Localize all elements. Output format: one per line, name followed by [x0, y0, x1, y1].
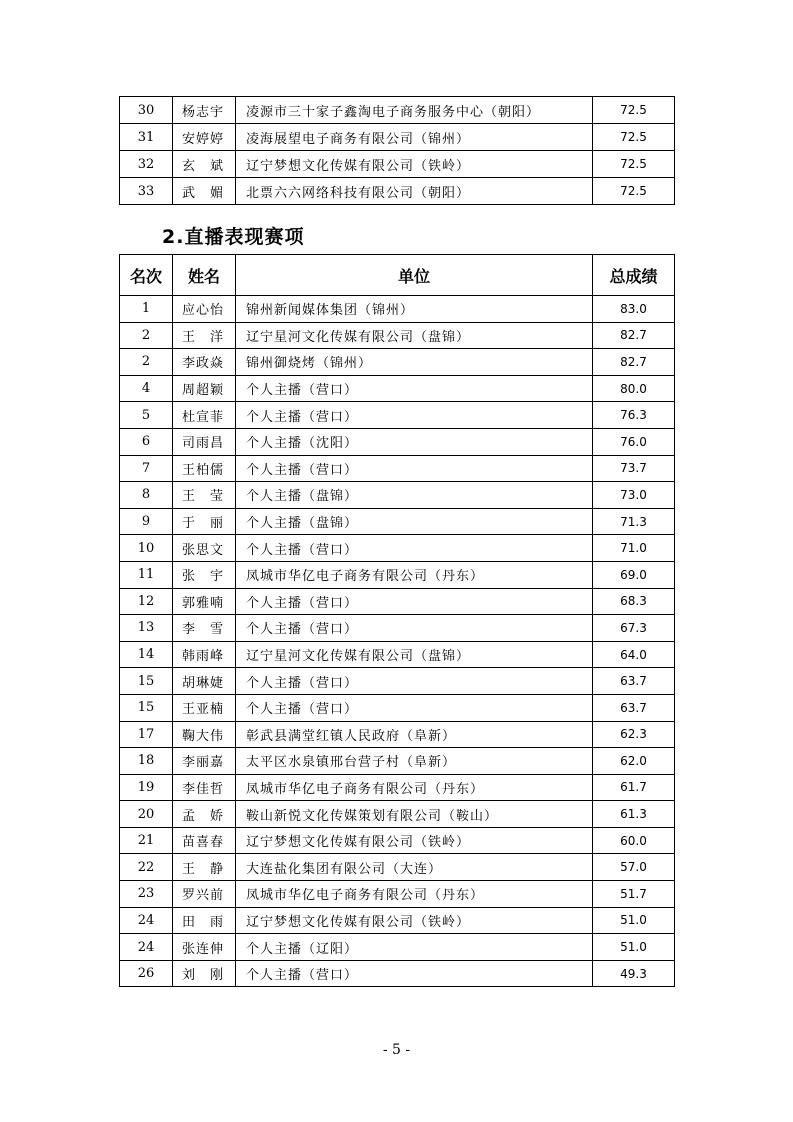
- rank-cell: 2: [120, 322, 173, 349]
- rank-cell: 26: [120, 960, 173, 987]
- unit-cell: 个人主播（盘锦）: [236, 482, 593, 509]
- score-cell: 73.7: [593, 455, 675, 482]
- name-cell: 杨志宇: [173, 97, 236, 124]
- rank-cell: 22: [120, 854, 173, 881]
- unit-cell: 凤城市华亿电子商务有限公司（丹东）: [236, 881, 593, 908]
- score-cell: 61.3: [593, 801, 675, 828]
- rank-cell: 5: [120, 402, 173, 429]
- unit-cell: 个人主播（营口）: [236, 455, 593, 482]
- name-cell: 李丽嘉: [173, 748, 236, 775]
- unit-cell: 凌海展望电子商务有限公司（锦州）: [236, 124, 593, 151]
- table-row: [120, 668, 675, 695]
- rank-cell: 24: [120, 907, 173, 934]
- rank-cell: 1: [120, 296, 173, 323]
- table-row: [120, 296, 675, 323]
- rank-cell: 32: [120, 151, 173, 178]
- rank-cell: 19: [120, 774, 173, 801]
- score-cell: 73.0: [593, 482, 675, 509]
- score-cell: 64.0: [593, 641, 675, 668]
- table-row: [120, 721, 675, 748]
- table-row: [120, 588, 675, 615]
- score-cell: 71.3: [593, 508, 675, 535]
- name-cell: 张 宇: [173, 561, 236, 588]
- rank-cell: 17: [120, 721, 173, 748]
- unit-cell: 个人主播（沈阳）: [236, 428, 593, 455]
- live-performance-table-body: [120, 296, 675, 987]
- table-row: [120, 349, 675, 376]
- name-cell: 应心怡: [173, 296, 236, 323]
- name-cell: 张连伸: [173, 934, 236, 961]
- unit-cell: 凤城市华亿电子商务有限公司（丹东）: [236, 774, 593, 801]
- results-table-continued: [119, 96, 675, 205]
- table-row: [120, 641, 675, 668]
- unit-cell: 辽宁星河文化传媒有限公司（盘锦）: [236, 641, 593, 668]
- unit-cell: 彰武县满堂红镇人民政府（阜新）: [236, 721, 593, 748]
- rank-cell: 11: [120, 561, 173, 588]
- unit-cell: 个人主播（盘锦）: [236, 508, 593, 535]
- name-cell: 安婷婷: [173, 124, 236, 151]
- unit-cell: 凤城市华亿电子商务有限公司（丹东）: [236, 561, 593, 588]
- rank-cell: 12: [120, 588, 173, 615]
- name-cell: 刘 刚: [173, 960, 236, 987]
- unit-cell: 个人主播（营口）: [236, 615, 593, 642]
- rank-cell: 30: [120, 97, 173, 124]
- table-row: [120, 774, 675, 801]
- rank-cell: 8: [120, 482, 173, 509]
- table-row: [120, 508, 675, 535]
- unit-cell: 个人主播（营口）: [236, 694, 593, 721]
- table-row: [120, 801, 675, 828]
- unit-cell: 个人主播（营口）: [236, 402, 593, 429]
- score-cell: 72.5: [593, 151, 675, 178]
- unit-cell: 个人主播（营口）: [236, 535, 593, 562]
- name-cell: 郭雅喃: [173, 588, 236, 615]
- rank-cell: 15: [120, 668, 173, 695]
- table-row: [120, 694, 675, 721]
- unit-cell: 个人主播（营口）: [236, 960, 593, 987]
- score-cell: 62.0: [593, 748, 675, 775]
- name-cell: 王 静: [173, 854, 236, 881]
- unit-cell: 个人主播（营口）: [236, 668, 593, 695]
- rank-cell: 31: [120, 124, 173, 151]
- score-cell: 69.0: [593, 561, 675, 588]
- unit-cell: 个人主播（营口）: [236, 588, 593, 615]
- name-cell: 王柏儒: [173, 455, 236, 482]
- table-row: [120, 151, 675, 178]
- score-cell: 60.0: [593, 827, 675, 854]
- name-cell: 田 雨: [173, 907, 236, 934]
- header-name: 姓名: [173, 255, 236, 296]
- unit-cell: 太平区水泉镇邢台营子村（阜新）: [236, 748, 593, 775]
- unit-cell: 辽宁梦想文化传媒有限公司（铁岭）: [236, 827, 593, 854]
- rank-cell: 10: [120, 535, 173, 562]
- score-cell: 83.0: [593, 296, 675, 323]
- table-row: [120, 854, 675, 881]
- rank-cell: 23: [120, 881, 173, 908]
- score-cell: 76.0: [593, 428, 675, 455]
- table-row: [120, 322, 675, 349]
- unit-cell: 北票六六网络科技有限公司（朝阳）: [236, 178, 593, 205]
- rank-cell: 7: [120, 455, 173, 482]
- unit-cell: 辽宁星河文化传媒有限公司（盘锦）: [236, 322, 593, 349]
- score-cell: 76.3: [593, 402, 675, 429]
- score-cell: 71.0: [593, 535, 675, 562]
- score-cell: 82.7: [593, 349, 675, 376]
- rank-cell: 21: [120, 827, 173, 854]
- name-cell: 王 洋: [173, 322, 236, 349]
- rank-cell: 14: [120, 641, 173, 668]
- name-cell: 王亚楠: [173, 694, 236, 721]
- table-row: [120, 375, 675, 402]
- name-cell: 鞠大伟: [173, 721, 236, 748]
- name-cell: 张思文: [173, 535, 236, 562]
- name-cell: 胡琳婕: [173, 668, 236, 695]
- score-cell: 67.3: [593, 615, 675, 642]
- page-number: - 5 -: [382, 1042, 411, 1058]
- results-table-continued-body: [120, 97, 675, 205]
- rank-cell: 2: [120, 349, 173, 376]
- table-row: [120, 97, 675, 124]
- table-row: [120, 124, 675, 151]
- name-cell: 王 莹: [173, 482, 236, 509]
- table-row: [120, 934, 675, 961]
- score-cell: 63.7: [593, 694, 675, 721]
- table-header-row: [120, 255, 675, 296]
- unit-cell: 大连盐化集团有限公司（大连）: [236, 854, 593, 881]
- score-cell: 82.7: [593, 322, 675, 349]
- name-cell: 司雨昌: [173, 428, 236, 455]
- unit-cell: 鞍山新悦文化传媒策划有限公司（鞍山）: [236, 801, 593, 828]
- rank-cell: 6: [120, 428, 173, 455]
- table-row: [120, 748, 675, 775]
- score-cell: 51.7: [593, 881, 675, 908]
- unit-cell: 辽宁梦想文化传媒有限公司（铁岭）: [236, 151, 593, 178]
- table-row: [120, 881, 675, 908]
- score-cell: 62.3: [593, 721, 675, 748]
- score-cell: 49.3: [593, 960, 675, 987]
- name-cell: 苗喜春: [173, 827, 236, 854]
- unit-cell: 锦州新闻媒体集团（锦州）: [236, 296, 593, 323]
- name-cell: 李佳哲: [173, 774, 236, 801]
- table-row: [120, 428, 675, 455]
- live-performance-table: [119, 254, 675, 987]
- unit-cell: 凌源市三十家子鑫淘电子商务服务中心（朝阳）: [236, 97, 593, 124]
- table-row: [120, 561, 675, 588]
- name-cell: 李 雪: [173, 615, 236, 642]
- table-row: [120, 827, 675, 854]
- unit-cell: 辽宁梦想文化传媒有限公司（铁岭）: [236, 907, 593, 934]
- score-cell: 68.3: [593, 588, 675, 615]
- score-cell: 72.5: [593, 97, 675, 124]
- table-row: [120, 535, 675, 562]
- rank-cell: 24: [120, 934, 173, 961]
- rank-cell: 33: [120, 178, 173, 205]
- rank-cell: 15: [120, 694, 173, 721]
- unit-cell: 个人主播（营口）: [236, 375, 593, 402]
- rank-cell: 13: [120, 615, 173, 642]
- header-unit: 单位: [236, 255, 593, 296]
- table-row: [120, 178, 675, 205]
- score-cell: 72.5: [593, 124, 675, 151]
- name-cell: 杜宣菲: [173, 402, 236, 429]
- table-row: [120, 907, 675, 934]
- section-title: 2.直播表现赛项: [162, 226, 305, 248]
- rank-cell: 4: [120, 375, 173, 402]
- name-cell: 武 媚: [173, 178, 236, 205]
- name-cell: 于 丽: [173, 508, 236, 535]
- rank-cell: 20: [120, 801, 173, 828]
- table-row: [120, 402, 675, 429]
- rank-cell: 9: [120, 508, 173, 535]
- unit-cell: 个人主播（辽阳）: [236, 934, 593, 961]
- name-cell: 玄 斌: [173, 151, 236, 178]
- name-cell: 孟 娇: [173, 801, 236, 828]
- name-cell: 罗兴前: [173, 881, 236, 908]
- score-cell: 61.7: [593, 774, 675, 801]
- score-cell: 57.0: [593, 854, 675, 881]
- score-cell: 51.0: [593, 934, 675, 961]
- header-rank: 名次: [120, 255, 173, 296]
- table-row: [120, 960, 675, 987]
- rank-cell: 18: [120, 748, 173, 775]
- score-cell: 80.0: [593, 375, 675, 402]
- name-cell: 韩雨峰: [173, 641, 236, 668]
- name-cell: 李政焱: [173, 349, 236, 376]
- header-score: 总成绩: [593, 255, 675, 296]
- table-row: [120, 455, 675, 482]
- score-cell: 63.7: [593, 668, 675, 695]
- score-cell: 51.0: [593, 907, 675, 934]
- table-row: [120, 482, 675, 509]
- score-cell: 72.5: [593, 178, 675, 205]
- name-cell: 周超颖: [173, 375, 236, 402]
- table-row: [120, 615, 675, 642]
- unit-cell: 锦州御烧烤（锦州）: [236, 349, 593, 376]
